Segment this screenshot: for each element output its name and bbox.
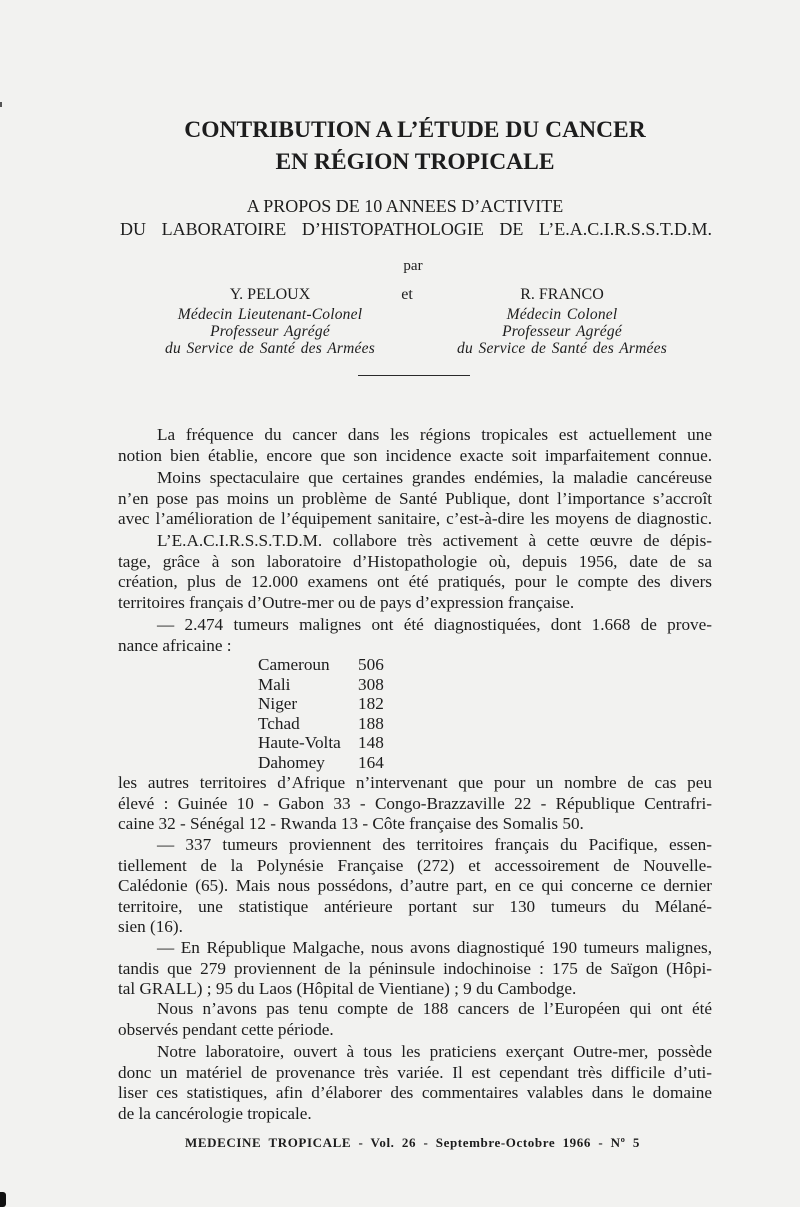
paragraph-4 — [118, 615, 712, 656]
author-rank: Médecin Lieutenant-Colonel — [177, 306, 363, 323]
text-line: n’en pose pas moins un problème de Santé Publique, dont l’importance s’accroît — [118, 488, 712, 508]
text-line: Moins spectaculaire que certaines grandes endémies, la maladie cancéreuse — [157, 468, 712, 487]
text-line: territoire, une statistique antérieure portant sur 130 tumeurs du Mélané- — [118, 896, 712, 916]
table-row — [258, 714, 384, 734]
table-country: Haute-Volta — [258, 733, 341, 752]
text-line: — 2.474 tumeurs malignes ont été diagnostiquées, dont 1.668 de prove- — [157, 615, 712, 634]
text-line: donc un matériel de provenance très variée. Il est cependant très difficile d’uti- — [118, 1062, 712, 1082]
author-title: Professeur Agrégé — [210, 323, 330, 340]
table-row — [258, 753, 384, 773]
table-country: Mali — [258, 674, 291, 694]
table-row — [258, 733, 384, 753]
title-separator-rule — [358, 375, 470, 376]
paragraph-7 — [118, 938, 712, 1000]
table-cases: 506 — [358, 655, 384, 674]
article-subtitle-line-2: DU LABORATOIRE D’HISTOPATHOLOGIE DE L’E.A.C.I.R.S.S.T.D.M. — [120, 219, 712, 239]
text-line: de la cancérologie tropicale. — [118, 1103, 312, 1123]
article-title-line-1: CONTRIBUTION A L’ÉTUDE DU CANCER — [184, 117, 646, 143]
text-line: élevé : Guinée 10 - Gabon 33 - Congo-Brazzaville 22 - République Centrafri- — [118, 793, 712, 813]
text-line: sien (16). — [118, 917, 183, 937]
table-cases: 148 — [358, 733, 384, 752]
table-cases: 188 — [358, 713, 384, 733]
author-service: du Service de Santé des Armées — [457, 340, 667, 357]
table-cases: 308 — [358, 674, 384, 694]
journal-footer: MEDECINE TROPICALE - Vol. 26 - Septembre-Octobre 1966 - Nº 5 — [185, 1135, 640, 1150]
text-line: tal GRALL) ; 95 du Laos (Hôpital de Vientiane) ; 9 du Cambodge. — [118, 979, 577, 999]
paragraph-5 — [118, 773, 712, 835]
africa-cases-table — [258, 655, 384, 772]
author-block-right — [412, 285, 712, 357]
author-block-left — [120, 285, 420, 357]
text-line: nance africaine : — [118, 635, 232, 655]
text-line: — En République Malgache, nous avons diagnostiqué 190 tumeurs malignes, — [157, 938, 712, 957]
author-name: Y. PELOUX — [229, 286, 311, 303]
text-line: Nous n’avons pas tenu compte de 188 cancers de l’Européen qui ont été — [157, 999, 712, 1018]
text-line: liser ces statistiques, afin d’élaborer des commentaires valables dans le domaine — [118, 1083, 712, 1103]
paragraph-8 — [118, 999, 712, 1040]
table-cases: 182 — [358, 694, 384, 713]
text-line: création, plus de 12.000 examens ont été pratiqués, pour le compte des divers — [118, 572, 712, 592]
text-line: tandis que 279 proviennent de la péninsule indochinoise : 175 de Saïgon (Hôpi- — [118, 958, 712, 978]
scan-speck — [0, 102, 2, 107]
paragraph-1 — [118, 425, 712, 466]
paragraph-3 — [118, 531, 712, 613]
text-line: tage, grâce à son laboratoire d’Histopathologie où, depuis 1956, date de sa — [118, 551, 712, 571]
paragraph-6 — [118, 835, 712, 938]
table-row — [258, 655, 384, 675]
text-line: observés pendant cette période. — [118, 1019, 334, 1039]
text-line: caine 32 - Sénégal 12 - Rwanda 13 - Côte française des Somalis 50. — [118, 814, 584, 834]
text-line: La fréquence du cancer dans les régions tropicales est actuellement une — [157, 425, 712, 444]
table-cases: 164 — [358, 752, 384, 772]
table-country: Tchad — [258, 713, 300, 733]
text-line: — 337 tumeurs proviennent des territoires français du Pacifique, essen- — [157, 835, 712, 854]
article-subtitle-line-1: A PROPOS DE 10 ANNEES D’ACTIVITE — [246, 196, 564, 216]
table-row — [258, 675, 384, 695]
paragraph-9 — [118, 1042, 712, 1124]
scan-speck — [0, 1192, 6, 1207]
text-line: tiellement de la Polynésie Française (272) et accessoirement de Nouvelle- — [118, 855, 712, 875]
byline-par: par — [403, 258, 423, 274]
text-line: Notre laboratoire, ouvert à tous les praticiens exerçant Outre-mer, possède — [157, 1042, 712, 1061]
table-country: Niger — [258, 694, 298, 713]
text-line: L’E.A.C.I.R.S.S.T.D.M. collabore très activement à cette œuvre de dépis- — [157, 531, 712, 550]
author-service: du Service de Santé des Armées — [165, 340, 375, 357]
text-line: Calédonie (65). Mais nous possédons, d’autre part, en ce qui concerne ce dernier — [118, 876, 712, 896]
byline-et: et — [401, 286, 413, 303]
article-title-line-2: EN RÉGION TROPICALE — [275, 149, 555, 175]
table-row — [258, 694, 384, 714]
text-line: territoires français d’Outre-mer ou de pays d’expression française. — [118, 592, 575, 612]
paragraph-2 — [118, 468, 712, 530]
text-line: les autres territoires d’Afrique n’intervenant que pour un nombre de cas peu — [118, 773, 712, 792]
author-rank: Médecin Colonel — [506, 306, 618, 323]
author-title: Professeur Agrégé — [502, 323, 622, 340]
table-country: Cameroun — [258, 655, 330, 674]
text-line: notion bien établie, encore que son incidence exacte soit imparfaitement connue. — [118, 445, 712, 465]
table-country: Dahomey — [258, 752, 325, 772]
text-line: avec l’amélioration de l’équipement sanitaire, c’est-à-dire les moyens de diagnostic. — [118, 509, 712, 529]
author-name: R. FRANCO — [520, 286, 604, 303]
